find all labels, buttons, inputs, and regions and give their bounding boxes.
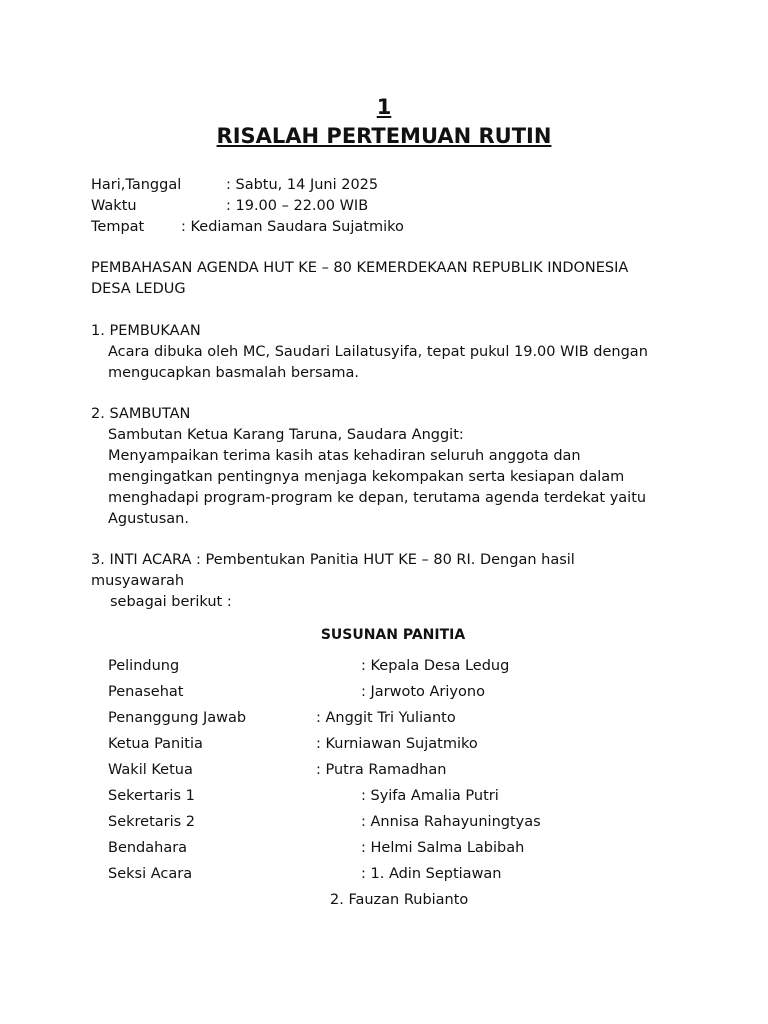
section-pembukaan-heading: 1. PEMBUKAAN <box>91 323 201 339</box>
section-pembukaan-line: mengucapkan basmalah bersama. <box>108 365 360 381</box>
section-inti-line: musyawarah <box>91 573 185 589</box>
meta-label-time: Waktu <box>91 198 137 214</box>
panitia-role: Sekertaris 1 <box>108 788 195 804</box>
section-inti-line: 3. INTI ACARA : Pembentukan Panitia HUT KE – 80 RI. Dengan hasil <box>91 552 575 568</box>
page-number: 1 <box>376 95 392 119</box>
panitia-role: Penasehat <box>108 684 184 700</box>
section-sambutan-line: Sambutan Ketua Karang Taruna, Saudara Anggit: <box>108 427 464 443</box>
panitia-role: Penanggung Jawab <box>108 710 247 726</box>
section-inti-line: sebagai berikut : <box>110 594 232 610</box>
section-sambutan-line: Menyampaikan terima kasih atas kehadiran seluruh anggota dan <box>108 448 581 464</box>
panitia-value: : Helmi Salma Labibah <box>361 840 525 856</box>
meta-label-date: Hari,Tanggal <box>91 177 182 193</box>
meta-value-time: : 19.00 – 22.00 WIB <box>226 198 369 214</box>
panitia-value: : Putra Ramadhan <box>316 762 447 778</box>
meta-value-date: : Sabtu, 14 Juni 2025 <box>226 177 379 193</box>
agenda-line-2: DESA LEDUG <box>91 281 186 297</box>
panitia-role: Bendahara <box>108 840 188 856</box>
panitia-role: Pelindung <box>108 658 180 674</box>
panitia-value: : Kurniawan Sujatmiko <box>316 736 478 752</box>
section-pembukaan-line: Acara dibuka oleh MC, Saudari Lailatusyifa, tepat pukul 19.00 WIB dengan <box>108 344 648 360</box>
panitia-value: : Kepala Desa Ledug <box>361 658 510 674</box>
panitia-heading: SUSUNAN PANITIA <box>320 627 466 643</box>
panitia-value: : Annisa Rahayuningtyas <box>361 814 541 830</box>
panitia-extra-member: 2. Fauzan Rubianto <box>330 892 469 908</box>
panitia-role: Wakil Ketua <box>108 762 193 778</box>
panitia-role: Seksi Acara <box>108 866 193 882</box>
section-sambutan-line: menghadapi program-program ke depan, terutama agenda terdekat yaitu <box>108 490 647 506</box>
document-title: RISALAH PERTEMUAN RUTIN <box>216 124 552 148</box>
panitia-role: Ketua Panitia <box>108 736 203 752</box>
section-sambutan-line: Agustusan. <box>108 511 189 527</box>
meta-label-place: Tempat <box>91 219 145 235</box>
panitia-value: : Syifa Amalia Putri <box>361 788 499 804</box>
panitia-value: : 1. Adin Septiawan <box>361 866 502 882</box>
panitia-role: Sekretaris 2 <box>108 814 196 830</box>
section-sambutan-heading: 2. SAMBUTAN <box>91 406 191 422</box>
meta-value-place: : Kediaman Saudara Sujatmiko <box>181 219 404 235</box>
agenda-line-1: PEMBAHASAN AGENDA HUT KE – 80 KEMERDEKAAN REPUBLIK INDONESIA <box>91 260 629 276</box>
panitia-value: : Jarwoto Ariyono <box>361 684 485 700</box>
panitia-value: : Anggit Tri Yulianto <box>316 710 456 726</box>
section-sambutan-line: mengingatkan pentingnya menjaga kekompakan serta kesiapan dalam <box>108 469 625 485</box>
